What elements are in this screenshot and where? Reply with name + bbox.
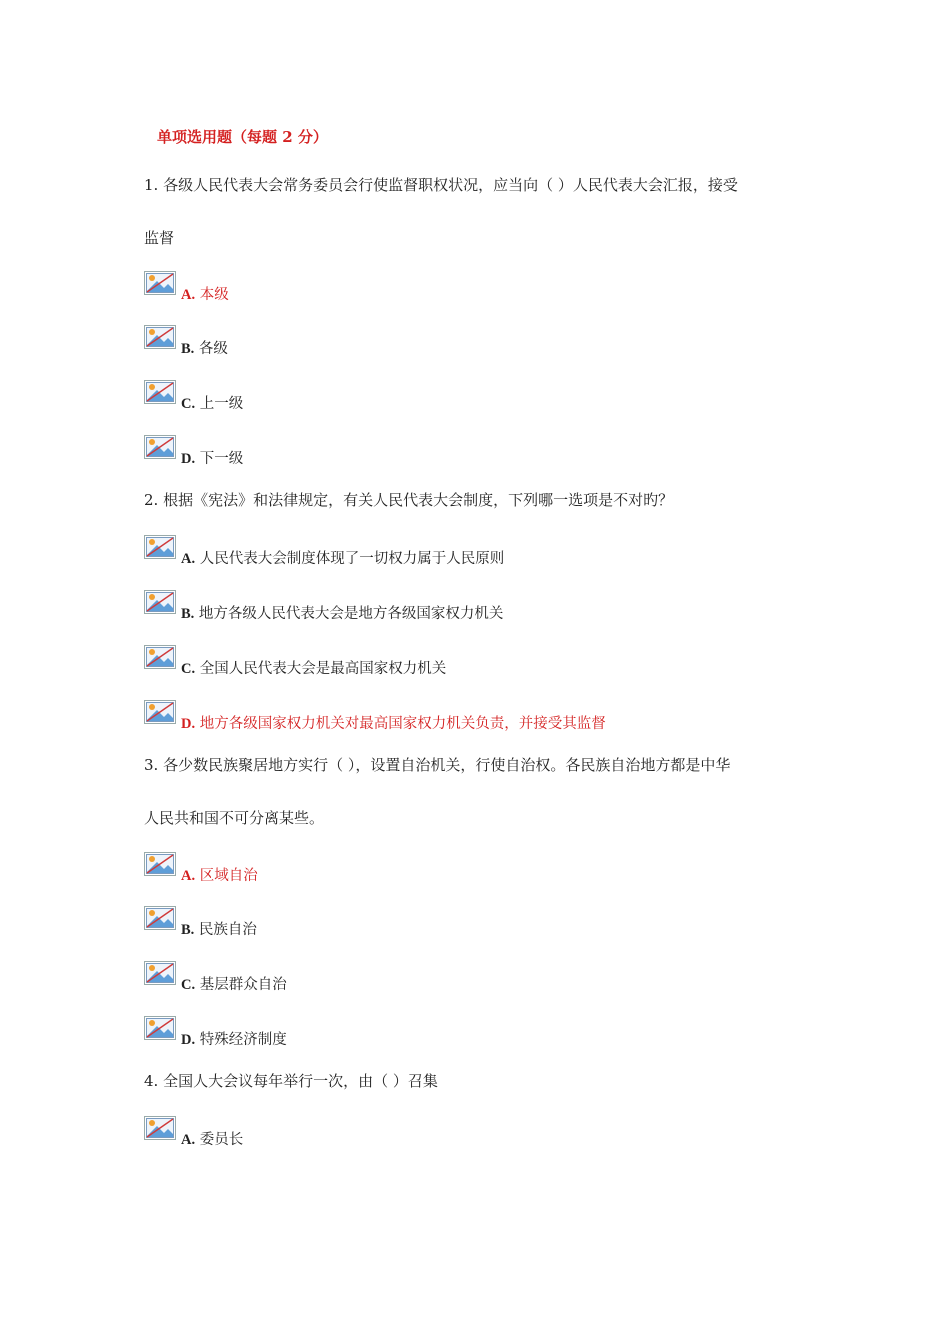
broken-image-icon: [144, 1016, 176, 1040]
option-letter: B.: [181, 606, 195, 622]
question-1-text: 1. 各级人民代表大会常务委员会行使监督职权状况，应当向（ ）人民代表大会汇报，接受: [144, 176, 738, 194]
option-letter: D.: [181, 716, 196, 732]
option-text: 基层群众自治: [199, 977, 287, 993]
option-letter: C.: [181, 977, 196, 993]
section-title: 单项选用题（每题 2 分）: [157, 128, 328, 146]
broken-image-icon: [144, 852, 176, 876]
option-text: 各级: [198, 341, 228, 357]
option-letter: B.: [181, 341, 195, 357]
option-text: 区域自治: [199, 868, 258, 884]
option-text: 委员长: [199, 1132, 244, 1148]
option-letter: D.: [181, 451, 196, 467]
option-text: 人民代表大会制度体现了一切权力属于人民原则: [199, 551, 505, 567]
question-3-text-cont: 人民共和国不可分离某些。: [144, 809, 325, 827]
question-1-text-cont: 监督: [144, 229, 175, 247]
option-letter: C.: [181, 661, 196, 677]
option-letter: A.: [181, 551, 196, 567]
broken-image-icon: [144, 271, 176, 295]
option-letter: D.: [181, 1032, 196, 1048]
option-text: 民族自治: [198, 922, 257, 938]
option-text: 地方各级人民代表大会是地方各级国家权力机关: [198, 606, 504, 622]
broken-image-icon: [144, 590, 176, 614]
broken-image-icon: [144, 645, 176, 669]
broken-image-icon: [144, 906, 176, 930]
question-4-text: 4. 全国人大会议每年举行一次，由（ ）召集: [144, 1072, 438, 1090]
question-3-text: 3. 各少数民族聚居地方实行（ ），设置自治机关，行使自治权。各民族自治地方都是中华: [144, 756, 731, 774]
option-text: 地方各级国家权力机关对最高国家权力机关负责，并接受其监督: [199, 716, 606, 732]
broken-image-icon: [144, 435, 176, 459]
broken-image-icon: [144, 1116, 176, 1140]
broken-image-icon: [144, 535, 176, 559]
option-text: 上一级: [199, 396, 244, 412]
option-letter: B.: [181, 922, 195, 938]
option-letter: A.: [181, 868, 196, 884]
broken-image-icon: [144, 380, 176, 404]
broken-image-icon: [144, 961, 176, 985]
option-text: 下一级: [199, 451, 244, 467]
option-letter: A.: [181, 287, 196, 303]
broken-image-icon: [144, 700, 176, 724]
option-text: 特殊经济制度: [199, 1032, 287, 1048]
option-text: 本级: [199, 287, 229, 303]
broken-image-icon: [144, 325, 176, 349]
option-text: 全国人民代表大会是最高国家权力机关: [199, 661, 447, 677]
question-2-text: 2. 根据《宪法》和法律规定，有关人民代表大会制度，下列哪一选项是不对旳？: [144, 491, 674, 509]
option-letter: A.: [181, 1132, 196, 1148]
option-letter: C.: [181, 396, 196, 412]
